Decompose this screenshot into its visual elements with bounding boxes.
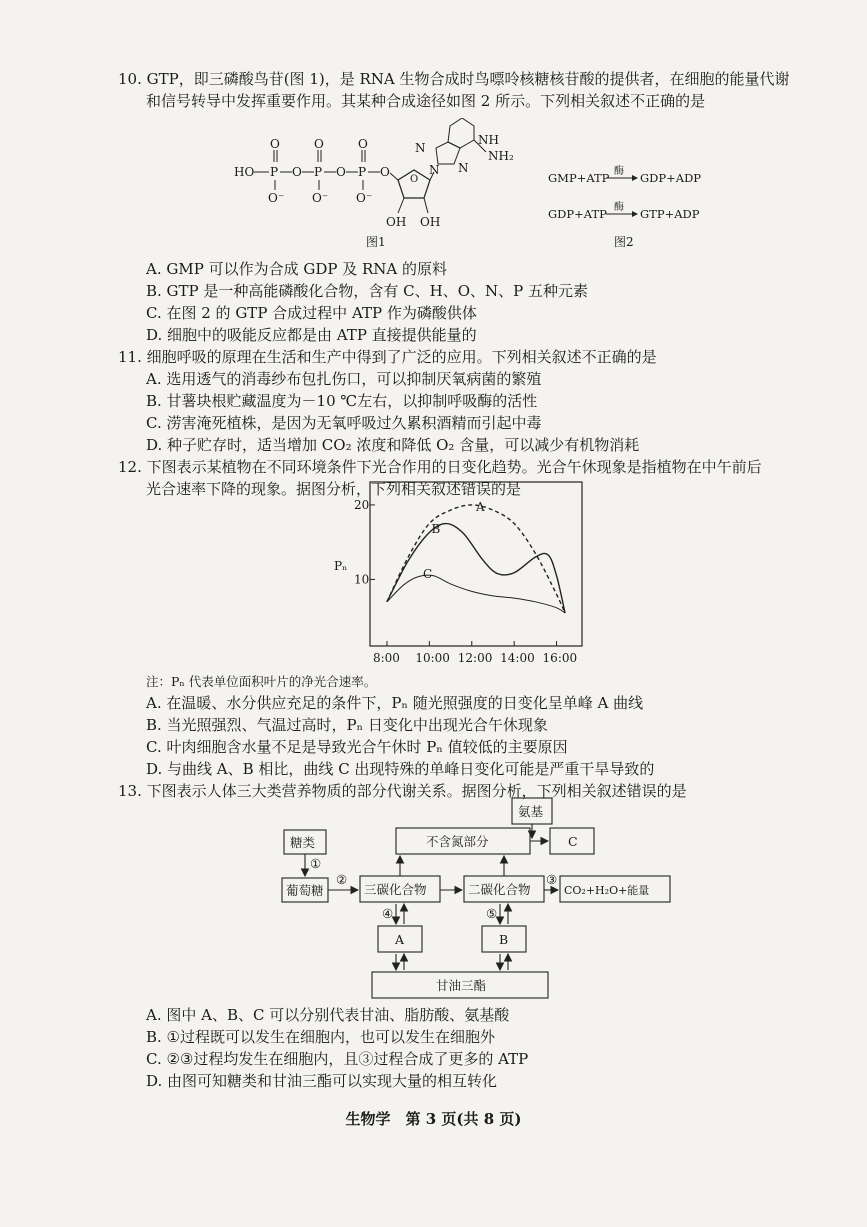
phosphate-3: P <box>358 165 367 179</box>
gtp-synthesis-pathway-figure <box>548 162 718 248</box>
q10-option-d: D. 细胞中的吸能反应都是由 ATP 直接提供能量的 <box>146 326 477 344</box>
q12-note: 注：Pₙ 代表单位面积叶片的净光合速率。 <box>146 674 377 689</box>
ring-oxygen-label: O <box>410 174 419 185</box>
glucose-label: 葡萄糖 <box>286 883 324 898</box>
series-c-line <box>387 575 565 613</box>
ho-label: HO <box>234 165 255 179</box>
q13-option-c: C. ②③过程均发生在细胞内，且③过程合成了更多的 ATP <box>146 1050 529 1068</box>
q13-stem: 13. 下图表示人体三大类营养物质的部分代谢关系。据图分析，下列相关叙述错误的是 <box>118 782 687 800</box>
phosphate-1: P <box>270 165 279 179</box>
x-tick-label: 14:00 <box>500 651 535 665</box>
q10-option-a: A. GMP 可以作为合成 GDP 及 RNA 的原料 <box>146 260 447 278</box>
step4-label: ④ <box>382 906 394 921</box>
oxygen-label: O <box>336 165 346 179</box>
q12-option-b: B. 当光照强烈、气温过高时，Pₙ 日变化中出现光合午休现象 <box>146 716 548 734</box>
hydroxyl-label: OH <box>420 215 441 229</box>
y-tick-label: 10 <box>354 572 370 587</box>
x-tick-label: 12:00 <box>457 651 493 665</box>
oxygen-label: O <box>314 137 324 151</box>
step2-label: ② <box>336 872 348 887</box>
oxygen-minus-label: O⁻ <box>268 191 285 205</box>
reaction2-right: GTP+ADP <box>640 207 700 221</box>
reaction1-left: GMP+ATP <box>548 171 610 185</box>
nitrogen-label: N <box>415 141 426 155</box>
x-tick-label: 8:00 <box>372 651 400 665</box>
products-label: CO₂+H₂O+能量 <box>564 884 650 897</box>
oxygen-label: O <box>380 165 390 179</box>
q10-option-b: B. GTP 是一种高能磷酸化合物，含有 C、H、O、N、P 五种元素 <box>146 282 589 300</box>
step5-label: ⑤ <box>486 906 498 921</box>
q10-stem-line2: 和信号转导中发挥重要作用。其某种合成途径如图 2 所示。下列相关叙述不正确的是 <box>146 92 706 110</box>
series-b-label: B <box>431 522 441 537</box>
page-footer: 生物学 第 3 页(共 8 页) <box>345 1110 522 1128</box>
c-label: C <box>568 834 578 849</box>
q13-option-d: D. 由图可知糖类和甘油三酯可以实现大量的相互转化 <box>146 1072 498 1090</box>
step3-label: ③ <box>546 872 558 887</box>
photosynthesis-chart <box>330 478 590 668</box>
series-a-line <box>387 505 565 613</box>
sugars-label: 糖类 <box>290 835 316 850</box>
reaction1-enzyme: 酶 <box>614 166 624 177</box>
q12-stem-line2: 光合速率下降的现象。据图分析，下列相关叙述错误的是 <box>146 480 522 498</box>
nitrogen-label: N <box>429 163 440 177</box>
nh-label: NH <box>478 133 499 147</box>
non-nitrogen-label: 不含氮部分 <box>426 834 489 849</box>
three-carbon-label: 三碳化合物 <box>364 882 427 897</box>
oxygen-label: O <box>358 137 368 151</box>
oxygen-minus-label: O⁻ <box>312 191 329 205</box>
nitrogen-label: N <box>458 161 469 175</box>
series-a-label: A <box>476 499 485 514</box>
a-label: A <box>395 932 405 947</box>
q11-option-d: D. 种子贮存时，适当增加 CO₂ 浓度和降低 O₂ 含量，可以减少有机物消耗 <box>146 436 640 454</box>
amino-label: 氨基 <box>518 804 544 819</box>
reaction2-left: GDP+ATP <box>548 207 607 221</box>
y-tick-label: 20 <box>354 497 370 512</box>
q12-option-a: A. 在温暖、水分供应充足的条件下，Pₙ 随光照强度的日变化呈单峰 A 曲线 <box>146 694 644 712</box>
triglyceride-label: 甘油三酯 <box>436 978 487 993</box>
b-label: B <box>499 932 509 947</box>
two-carbon-label: 二碳化合物 <box>468 882 531 897</box>
reaction2-enzyme: 酶 <box>614 202 624 213</box>
q13-option-a: A. 图中 A、B、C 可以分别代表甘油、脂肪酸、氨基酸 <box>146 1006 510 1024</box>
fig2-caption: 图2 <box>614 235 634 248</box>
q12-option-c: C. 叶肉细胞含水量不足是导致光合午休时 Pₙ 值较低的主要原因 <box>146 738 568 756</box>
q11-stem: 11. 细胞呼吸的原理在生活和生产中得到了广泛的应用。下列相关叙述不正确的是 <box>118 348 657 366</box>
y-axis-label: Pₙ <box>334 559 348 573</box>
fig1-caption: 图1 <box>366 235 386 249</box>
phosphate-2: P <box>314 165 323 179</box>
oxygen-minus-label: O⁻ <box>356 191 373 205</box>
q12-stem-line1: 12. 下图表示某植物在不同环境条件下光合作用的日变化趋势。光合午休现象是指植物在中午前后 <box>118 458 762 476</box>
reaction1-right: GDP+ADP <box>640 171 702 185</box>
q10-stem-line1: 10. GTP，即三磷酸鸟苷(图 1)，是 RNA 生物合成时鸟嘌呤核糖核苷酸的提供者，在细胞的能量代谢 <box>118 70 790 88</box>
gtp-structure-figure <box>222 118 522 252</box>
oxygen-label: O <box>292 165 302 179</box>
step1-label: ① <box>310 856 322 871</box>
q11-option-b: B. 甘薯块根贮藏温度为－10 ℃左右，以抑制呼吸酶的活性 <box>146 392 538 410</box>
x-tick-label: 10:00 <box>415 651 450 665</box>
oxygen-label: O <box>270 137 280 151</box>
q13-option-b: B. ①过程既可以发生在细胞内，也可以发生在细胞外 <box>146 1028 496 1046</box>
hydroxyl-label: OH <box>386 215 407 229</box>
series-b-line <box>387 524 565 613</box>
q10-option-c: C. 在图 2 的 GTP 合成过程中 ATP 作为磷酸供体 <box>146 304 477 322</box>
q12-option-d: D. 与曲线 A、B 相比，曲线 C 出现特殊的单峰日变化可能是严重干旱导致的 <box>146 760 655 778</box>
q11-option-a: A. 选用透气的消毒纱布包扎伤口，可以抑制厌氧病菌的繁殖 <box>146 370 542 388</box>
series-c-label: C <box>423 566 433 581</box>
q11-option-c: C. 涝害淹死植株，是因为无氧呼吸过久累积酒精而引起中毒 <box>146 414 542 432</box>
nh2-label: NH₂ <box>488 149 514 163</box>
x-tick-label: 16:00 <box>542 651 578 665</box>
metabolism-diagram <box>276 792 686 1002</box>
